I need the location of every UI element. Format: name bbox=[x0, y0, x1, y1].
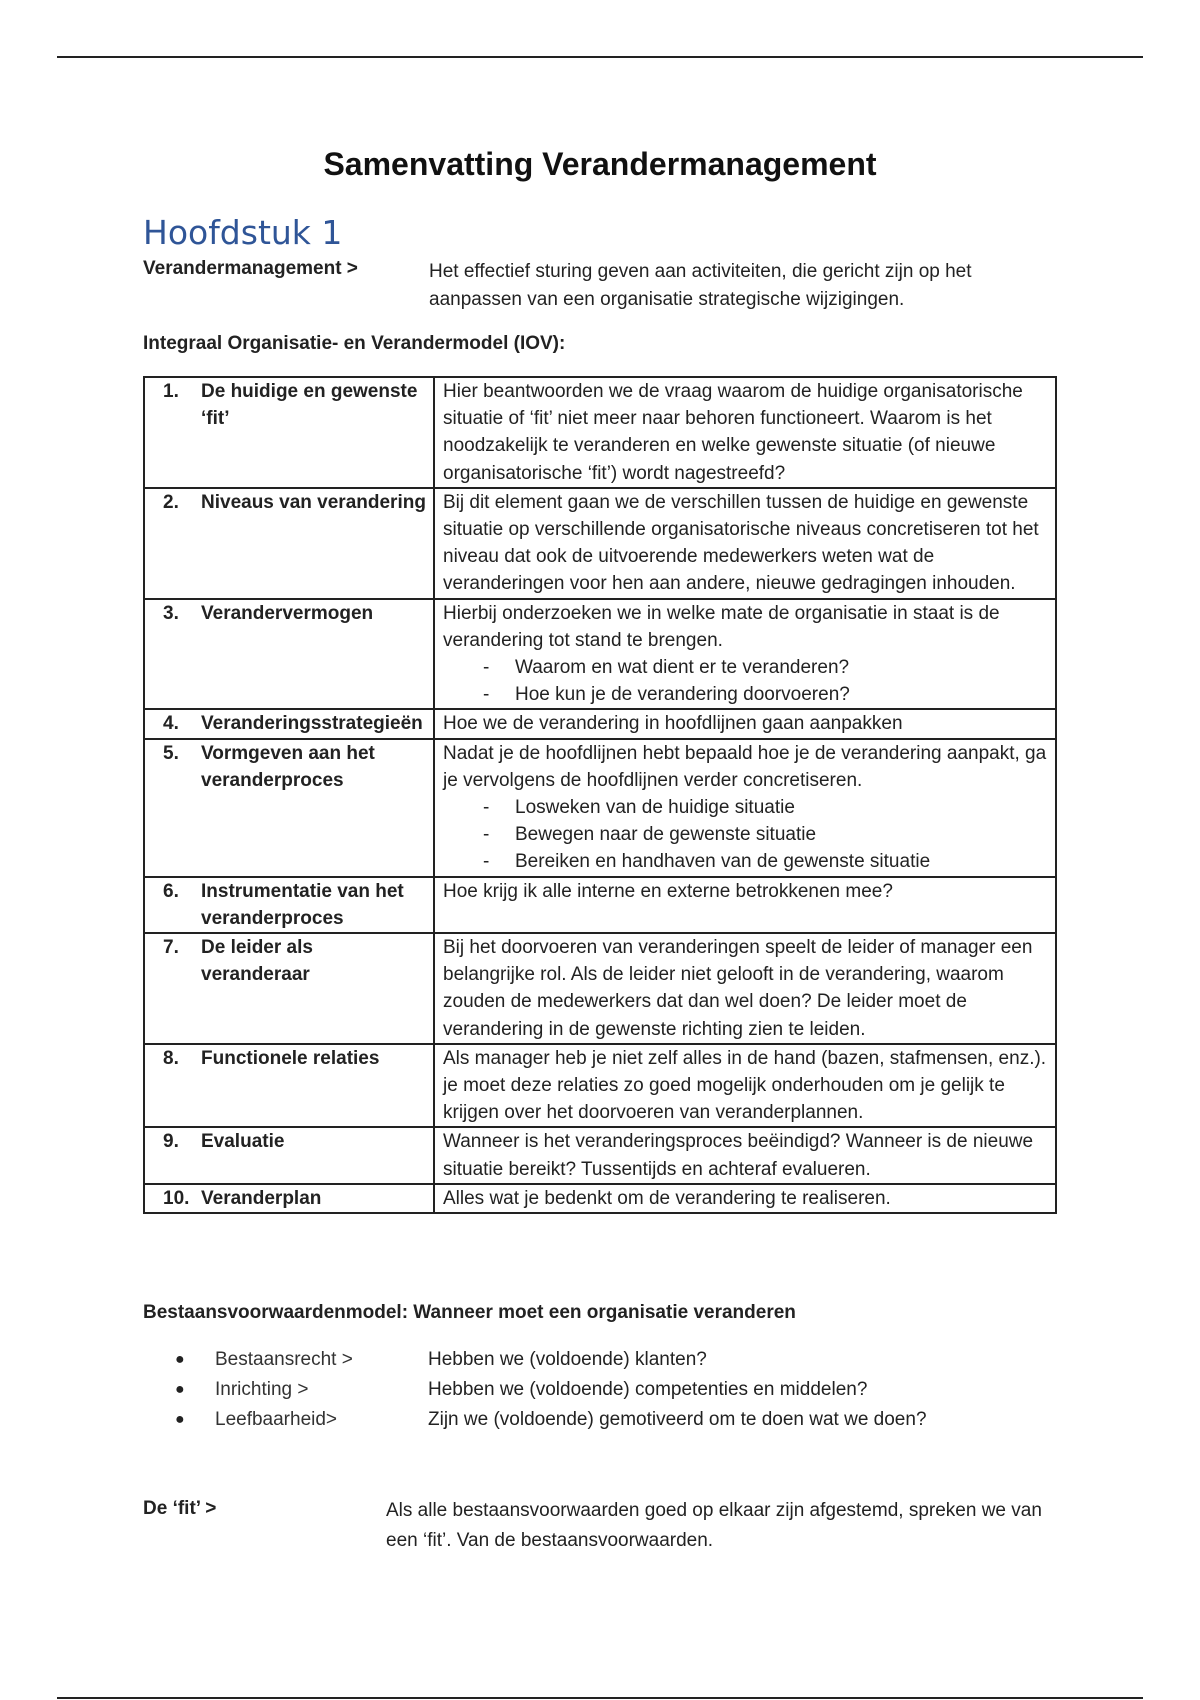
iov-row bbox=[144, 599, 1056, 710]
top-divider bbox=[57, 56, 1143, 58]
list-item-question: Hebben we (voldoende) klanten? bbox=[428, 1349, 707, 1370]
iov-number: 5. bbox=[163, 742, 179, 764]
list-item bbox=[175, 1405, 927, 1435]
list-item-question: Hebben we (voldoende) competenties en middelen? bbox=[428, 1379, 868, 1400]
iov-description-cell bbox=[434, 1184, 1056, 1213]
iov-description: Nadat je de hoofdlijnen hebt bepaald hoe je de verandering aanpakt, ga je vervolgens de hoofdlijnen verder concretiseren. bbox=[443, 742, 1047, 791]
iov-heading: Integraal Organisatie- en Verandermodel (IOV): bbox=[143, 333, 566, 354]
iov-bullet-list bbox=[443, 794, 1049, 876]
iov-number: 10. bbox=[163, 1187, 190, 1209]
list-item-question: Zijn we (voldoende) gemotiveerd om te doen wat we doen? bbox=[428, 1409, 927, 1430]
iov-description-cell bbox=[434, 488, 1056, 599]
iov-description: Hoe krijg ik alle interne en externe betrokkenen mee? bbox=[443, 880, 893, 902]
iov-row bbox=[144, 1127, 1056, 1183]
iov-label: Veranderingsstrategieën bbox=[201, 713, 423, 735]
iov-row bbox=[144, 1184, 1056, 1213]
bottom-divider bbox=[57, 1697, 1143, 1699]
iov-label-cell bbox=[144, 933, 434, 1044]
iov-label-cell bbox=[144, 709, 434, 738]
iov-number: 7. bbox=[163, 937, 179, 959]
iov-row bbox=[144, 488, 1056, 599]
iov-description-cell bbox=[434, 739, 1056, 877]
iov-label: Niveaus van verandering bbox=[201, 491, 426, 513]
iov-bullet-list bbox=[443, 654, 1049, 708]
list-item bbox=[175, 1345, 927, 1375]
iov-label: Veranderplan bbox=[201, 1187, 322, 1209]
iov-label-cell bbox=[144, 1127, 434, 1183]
iov-bullet: - Bewegen naar de gewenste situatie bbox=[483, 821, 1049, 848]
list-item-label: Leefbaarheid> bbox=[215, 1409, 338, 1430]
fit-term: De ‘fit’ > bbox=[143, 1498, 217, 1519]
iov-row bbox=[144, 1044, 1056, 1128]
iov-description-cell bbox=[434, 377, 1056, 488]
chapter-heading: Hoofdstuk 1 bbox=[143, 213, 343, 252]
fit-text: Als alle bestaansvoorwaarden goed op elkaar zijn afgestemd, spreken we van een ‘fit’. Van de bestaansvoorwaarden. bbox=[386, 1500, 1042, 1551]
iov-label-cell bbox=[144, 1044, 434, 1128]
bullet-icon: ● bbox=[175, 1381, 185, 1398]
iov-description: Hierbij onderzoeken we in welke mate de organisatie in staat is de verandering tot stand te brengen. bbox=[443, 602, 1000, 651]
iov-description-cell bbox=[434, 599, 1056, 710]
bullet-icon: ● bbox=[175, 1411, 185, 1428]
list-item-label: Bestaansrecht > bbox=[215, 1349, 353, 1370]
iov-number: 1. bbox=[163, 381, 179, 402]
iov-label: Instrumentatie van het veranderproces bbox=[201, 880, 404, 929]
definition-text: Het effectief sturing geven aan activiteiten, die gericht zijn op het aanpassen van een organisatie strategische wijzigingen. bbox=[429, 261, 972, 310]
bullet-icon: ● bbox=[175, 1351, 185, 1368]
bestaansvoorwaarden-heading: Bestaansvoorwaardenmodel: Wanneer moet een organisatie veranderen bbox=[143, 1302, 796, 1323]
iov-number: 2. bbox=[163, 491, 179, 513]
iov-bullet: - Losweken van de huidige situatie bbox=[483, 794, 1049, 821]
iov-description: Als manager heb je niet zelf alles in de hand (bazen, stafmensen, enz.). je moet deze relaties zo goed mogelijk onderhouden om je gelijk te krijgen over het doorvoeren van veranderplannen. bbox=[443, 1047, 1047, 1124]
bestaansvoorwaarden-list bbox=[175, 1345, 927, 1435]
iov-description-cell bbox=[434, 933, 1056, 1044]
page-title: Samenvatting Verandermanagement bbox=[323, 146, 877, 182]
iov-description-cell bbox=[434, 1127, 1056, 1183]
iov-description-cell bbox=[434, 1044, 1056, 1128]
iov-description-cell bbox=[434, 709, 1056, 738]
iov-description: Hoe we de verandering in hoofdlijnen gaan aanpakken bbox=[443, 713, 903, 735]
iov-label-cell bbox=[144, 739, 434, 877]
iov-description: Alles wat je bedenkt om de verandering te realiseren. bbox=[443, 1187, 891, 1209]
iov-row bbox=[144, 877, 1056, 933]
iov-label: De leider als veranderaar bbox=[201, 937, 313, 986]
list-item-label: Inrichting > bbox=[215, 1379, 309, 1400]
iov-table bbox=[143, 376, 1057, 1214]
iov-label-cell bbox=[144, 877, 434, 933]
iov-bullet: - Waarom en wat dient er te veranderen? bbox=[483, 654, 1049, 681]
iov-row bbox=[144, 933, 1056, 1044]
iov-label-cell bbox=[144, 377, 434, 488]
iov-row bbox=[144, 709, 1056, 738]
iov-label: Functionele relaties bbox=[201, 1047, 380, 1069]
iov-number: 8. bbox=[163, 1047, 179, 1069]
iov-row bbox=[144, 377, 1056, 488]
iov-number: 6. bbox=[163, 880, 179, 902]
iov-description-cell bbox=[434, 877, 1056, 933]
iov-label: De huidige en gewenste ‘fit’ bbox=[201, 381, 418, 430]
iov-label: Vormgeven aan het veranderproces bbox=[201, 742, 375, 791]
iov-description: Bij het doorvoeren van veranderingen speelt de leider of manager een belangrijke rol. Als de leider niet gelooft in de verandering, waarom zouden de medewerkers dat dan wel doen? De leider moet de verandering in de gewenste richting zien te leiden. bbox=[443, 937, 1033, 1040]
iov-description: Wanneer is het veranderingsproces beëindigd? Wanneer is de nieuwe situatie bereikt? Tussentijds en achteraf evalueren. bbox=[443, 1131, 1034, 1180]
iov-row bbox=[144, 739, 1056, 877]
iov-label-cell bbox=[144, 488, 434, 599]
iov-label: Evaluatie bbox=[201, 1131, 285, 1153]
list-item bbox=[175, 1375, 927, 1405]
iov-label: Verandervermogen bbox=[201, 602, 374, 624]
iov-label-cell bbox=[144, 1184, 434, 1213]
iov-bullet: - Hoe kun je de verandering doorvoeren? bbox=[483, 681, 1049, 708]
iov-label-cell bbox=[144, 599, 434, 710]
iov-number: 4. bbox=[163, 713, 179, 735]
iov-number: 3. bbox=[163, 602, 179, 624]
iov-description: Bij dit element gaan we de verschillen tussen de huidige en gewenste situatie op verschillende organisatorische niveaus concretiseren tot het niveau dat ook de uitvoerende medewerkers weten wat de veranderingen voor hen aan andere, nieuwe gedragingen inhouden. bbox=[443, 491, 1039, 595]
definition-term: Verandermanagement > bbox=[143, 258, 358, 279]
iov-description: Hier beantwoorden we de vraag waarom de huidige organisatorische situatie of ‘fit’ niet meer naar behoren functioneert. Waarom is het noodzakelijk te veranderen en welke gewenste situatie (of nieuwe organisatorische ‘fit’) wordt nagestreefd? bbox=[443, 381, 1023, 484]
iov-number: 9. bbox=[163, 1131, 179, 1153]
iov-bullet: - Bereiken en handhaven van de gewenste situatie bbox=[483, 848, 1049, 875]
